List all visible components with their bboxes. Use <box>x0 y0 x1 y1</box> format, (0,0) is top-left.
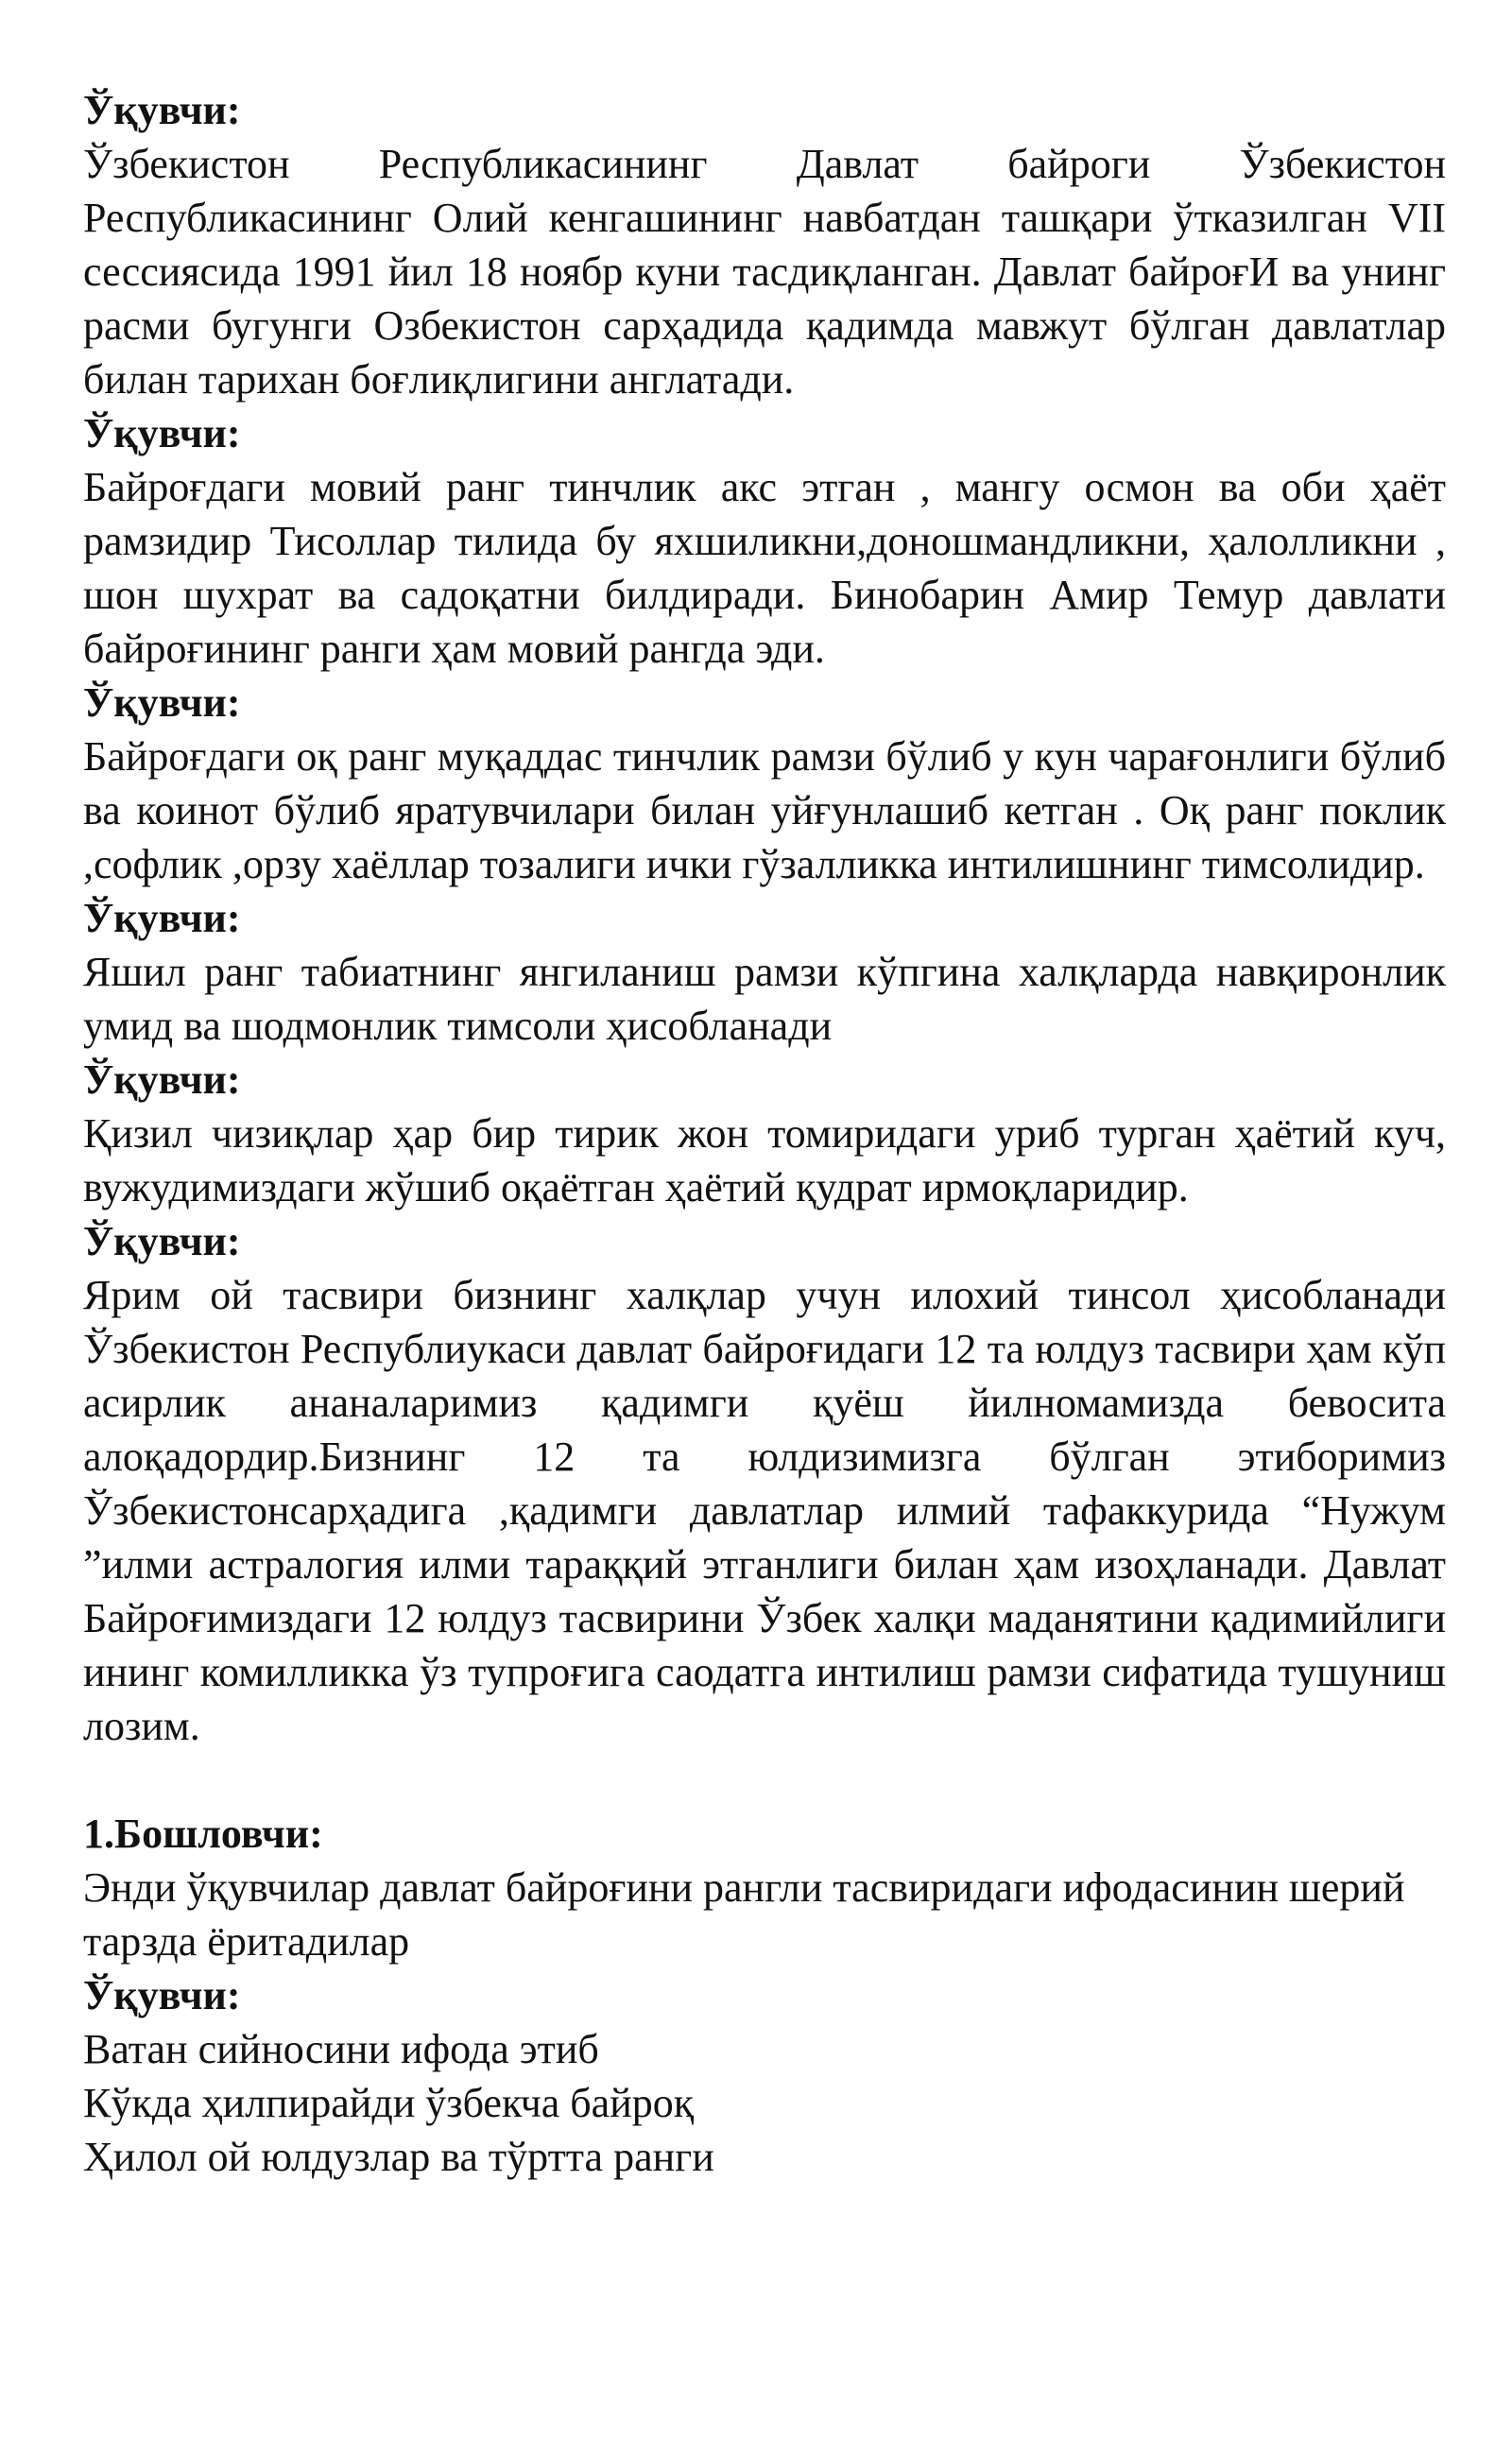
speaker-label: Ўқувчи: <box>83 410 241 456</box>
paragraph-text: Энди ўқувчилар давлат байроғини рангли тасвиридаги ифодасинин шерий тарзда ёритадилар <box>83 1864 1405 1965</box>
speaker-label: Ўқувчи: <box>83 87 241 133</box>
poem-line: Ватан сийносини ифода этиб <box>83 2026 599 2072</box>
poem-block <box>83 1968 1446 2184</box>
paragraph-text: Ярим ой тасвири бизнинг халқлар учун илохий тинсол ҳисобланади Ўзбекистон Республиукаси давлат байроғидаги 12 та юлдуз тасвири ҳам кўп асирлик ананаларимиз қадимги қуёш йилномамизда бевосита алоқадордир.Бизнинг 12 та юлдизимизга бўлган этиборимиз Ўзбекистонсарҳадига ,қадимги давлатлар илмий тафаккурида “Нужум ”илми астралогия илми тараққий этганлиги билан ҳам изоҳланади. Давлат Байроғимиздаги 12 юлдуз тасвирини Ўзбек халқи маданятини қадимийлиги ининг комилликка ўз тупроғига саодатга интилиш рамзи сифатида тушуниш лозим. <box>83 1272 1446 1749</box>
dialogue-block-1 <box>83 83 1446 406</box>
blank-line <box>83 1753 1446 1807</box>
speaker-label: Ўқувчи: <box>83 1972 241 2018</box>
speaker-label: Ўқувчи: <box>83 895 241 941</box>
paragraph-text: Ўзбекистон Республикасининг Давлат байроги Ўзбекистон Республикасининг Олий кенгашининг навбатдан ташқари ўтказилган VII сессиясида 1991 йил 18 ноябр куни тасдиқланган. Давлат байроғИ ва унинг расми бугунги Озбекистон сарҳадида қадимда мавжут бўлган давлатлар билан тарихан боғлиқлигини англатади. <box>83 141 1446 403</box>
document-page <box>83 83 1446 2184</box>
paragraph-text: Байроғдаги мовий ранг тинчлик акс этган , мангу осмон ва оби ҳаёт рамзидир Тисоллар тилида бу яхшиликни,доношмандликни, ҳалолликни , шон шухрат ва садоқатни билдиради. Бинобарин Амир Темур давлати байроғининг ранги ҳам мовий рангда эди. <box>83 464 1446 672</box>
poem-line: Кўкда ҳилпирайди ўзбекча байроқ <box>83 2080 695 2126</box>
dialogue-block-4 <box>83 891 1446 1053</box>
dialogue-block-7 <box>83 1807 1446 1968</box>
poem-line: Ҳилол ой юлдузлар ва тўртта ранги <box>83 2134 714 2180</box>
paragraph-text: Қизил чизиқлар ҳар бир тирик жон томиридаги уриб турган ҳаётий куч, вужудимиздаги жўшиб оқаётган ҳаётий қудрат ирмоқларидир. <box>83 1110 1446 1210</box>
dialogue-block-5 <box>83 1053 1446 1214</box>
dialogue-block-2 <box>83 406 1446 676</box>
speaker-label: Ўқувчи: <box>83 1056 241 1103</box>
speaker-label: 1.Бошловчи: <box>83 1811 323 1857</box>
dialogue-block-6 <box>83 1214 1446 1753</box>
dialogue-block-3 <box>83 676 1446 891</box>
speaker-label: Ўқувчи: <box>83 1218 241 1264</box>
paragraph-text: Яшил ранг табиатнинг янгиланиш рамзи кўпгина халқларда навқиронлик умид ва шодмонлик тимсоли ҳисобланади <box>83 949 1446 1049</box>
speaker-label: Ўқувчи: <box>83 679 241 726</box>
paragraph-text: Байроғдаги оқ ранг муқаддас тинчлик рамзи бўлиб у кун чарағонлиги бўлиб ва коинот бўлиб яратувчилари билан уйғунлашиб кетган . Оқ ранг поклик ,софлик ,орзу хаёллар тозалиги ички гўзалликка интилишнинг тимсолидир. <box>83 733 1446 887</box>
